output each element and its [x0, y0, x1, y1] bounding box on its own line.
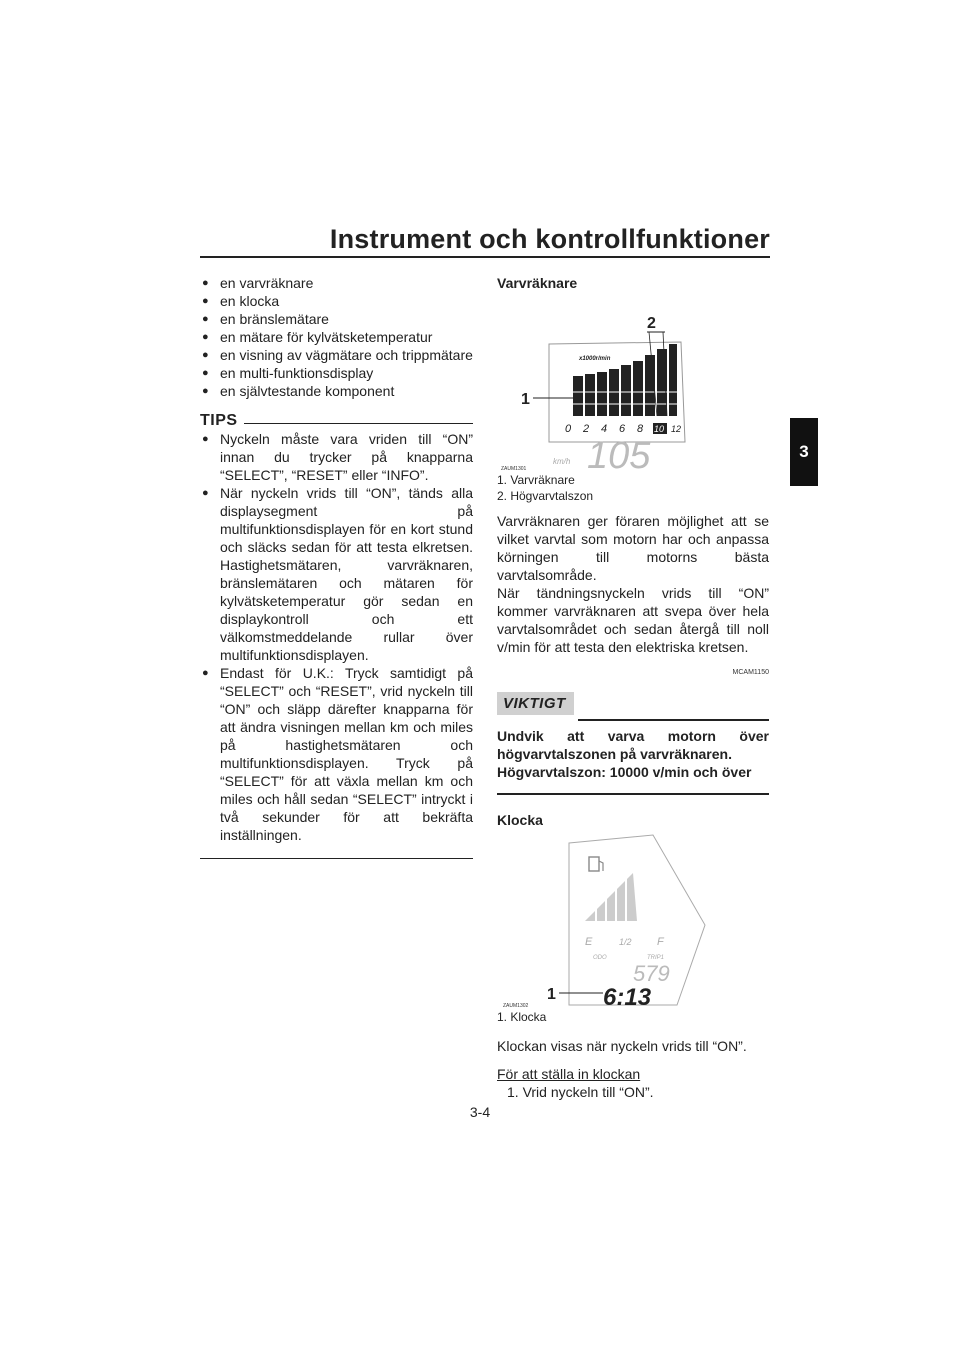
tips-end-rule: [200, 858, 473, 859]
odo-label: ODO: [593, 955, 607, 961]
clock-figure: [497, 829, 769, 1009]
speed-readout: 105: [587, 435, 651, 472]
clock-setting-heading: För att ställa in klockan: [497, 1066, 641, 1082]
rpm-tick-label: 12: [671, 424, 682, 434]
tips-item: ● Nyckeln måste vara vriden till “ON” innan du trycker på knapparna “SELECT”, “RESET” eller “INFO”.: [200, 430, 473, 484]
step-item: 1. Vrid nyckeln till “ON”.: [507, 1084, 654, 1100]
feature-item: ● en varvräknare: [200, 274, 473, 292]
clock-readout: 6:13: [603, 984, 652, 1009]
notice-badge: VIKTIGT: [497, 692, 574, 715]
tips-item: ● När nyckeln vrids till “ON”, tänds alla displaysegment på multifunktionsdisplayen för en kort stund och släcks sedan för att testa elkretsen. Hastighetsmätaren, varvräknaren, bränslemätaren och mätaren för kylvätsketemperatur gör sedan en displaykontroll och ett välkomstmeddelande rullar över multifunktionsdisplayen.: [200, 484, 473, 664]
rpm-tick-label: 8: [637, 423, 644, 435]
tips-rule: [244, 423, 473, 424]
figure-code: ZAUM1301: [501, 466, 527, 472]
trip-label: TRIP1: [647, 955, 665, 961]
speed-unit-label: km/h: [553, 457, 571, 466]
tips-item: ● Endast för U.K.: Tryck samtidigt på “SELECT” och “RESET”, vrid nyckeln till “ON” och släpp därefter knapparna för att ändra visningen mellan km och miles på hastighetsmätaren och multifunktionsdisplayen. Tryck på “SELECT” för att växla mellan km och miles och håll sedan “SELECT” intryckt i två sekunder för att bekräfta inställningen.: [200, 664, 473, 844]
tips-list: [200, 430, 473, 844]
feature-item: ● en visning av vägmätare och trippmätare: [200, 346, 473, 364]
notice-heading-row: [497, 692, 769, 715]
callout-2: 2: [647, 315, 656, 332]
rpm-tick-label: 2: [583, 423, 590, 435]
page-number: 3-4: [469, 1104, 491, 1120]
figure-caption: 1. Varvräknare: [497, 473, 575, 487]
tachometer-paragraph: Varvräknaren ger föraren möjlighet att se vilket varvtal som motorn har och anpassa körningen till motorns bästa varvtalsområde.: [497, 513, 769, 583]
notice-text: Undvik att varva motorn över högvarvtalszonen på varvräknaren.: [497, 728, 769, 762]
clock-heading: Klocka: [497, 812, 543, 828]
left-column: [200, 274, 473, 859]
page-header-title: Instrument och kontrollfunktioner: [329, 224, 770, 254]
tips-heading: TIPS: [200, 412, 238, 429]
rpm-tick-label: 6: [619, 423, 626, 435]
rpm-tick-label: 10: [654, 424, 665, 434]
figure-code: ZAUM1302: [503, 1003, 529, 1009]
feature-list: [200, 274, 473, 400]
notice-end-rule: [497, 793, 769, 795]
chapter-tab: 3: [790, 418, 818, 486]
notice-text: Högvarvtalszon: 10000 v/min och över: [497, 764, 752, 780]
reference-code: MCAM1150: [732, 669, 769, 676]
trip-readout: 579: [633, 961, 670, 986]
header-rule: [200, 256, 770, 258]
notice-rule: [578, 719, 769, 721]
rpm-tick-label: 0: [565, 423, 572, 435]
rpm-tick-label: 4: [601, 423, 608, 435]
clock-paragraph: Klockan visas när nyckeln vrids till “ON”.: [497, 1038, 747, 1054]
right-column: [497, 274, 769, 1101]
feature-item: ● en självtestande komponent: [200, 382, 473, 400]
feature-item: ● en multi-funktionsdisplay: [200, 364, 473, 382]
callout-1: 1: [521, 391, 530, 408]
feature-item: ● en klocka: [200, 292, 473, 310]
tips-heading-row: [200, 412, 473, 430]
feature-item: ● en bränslemätare: [200, 310, 473, 328]
fuel-empty-label: E: [585, 936, 593, 948]
feature-item: ● en mätare för kylvätsketemperatur: [200, 328, 473, 346]
callout-1: 1: [547, 986, 556, 1003]
tachometer-figure: [497, 292, 769, 472]
rpm-scale-label: x1000r/min: [579, 356, 611, 362]
figure-caption: 1. Klocka: [497, 1010, 547, 1024]
fuel-half-label: 1/2: [619, 937, 632, 947]
figure-caption: 2. Högvarvtalszon: [497, 489, 594, 503]
tachometer-paragraph: När tändningsnyckeln vrids till “ON” kommer varvräknaren att svepa över hela varvtalsområdet och sedan återgå till noll v/min för att testa den elektriska kretsen.: [497, 585, 769, 655]
fuel-icon: [589, 857, 603, 871]
fuel-full-label: F: [657, 936, 664, 948]
tachometer-heading: Varvräknare: [497, 275, 578, 291]
